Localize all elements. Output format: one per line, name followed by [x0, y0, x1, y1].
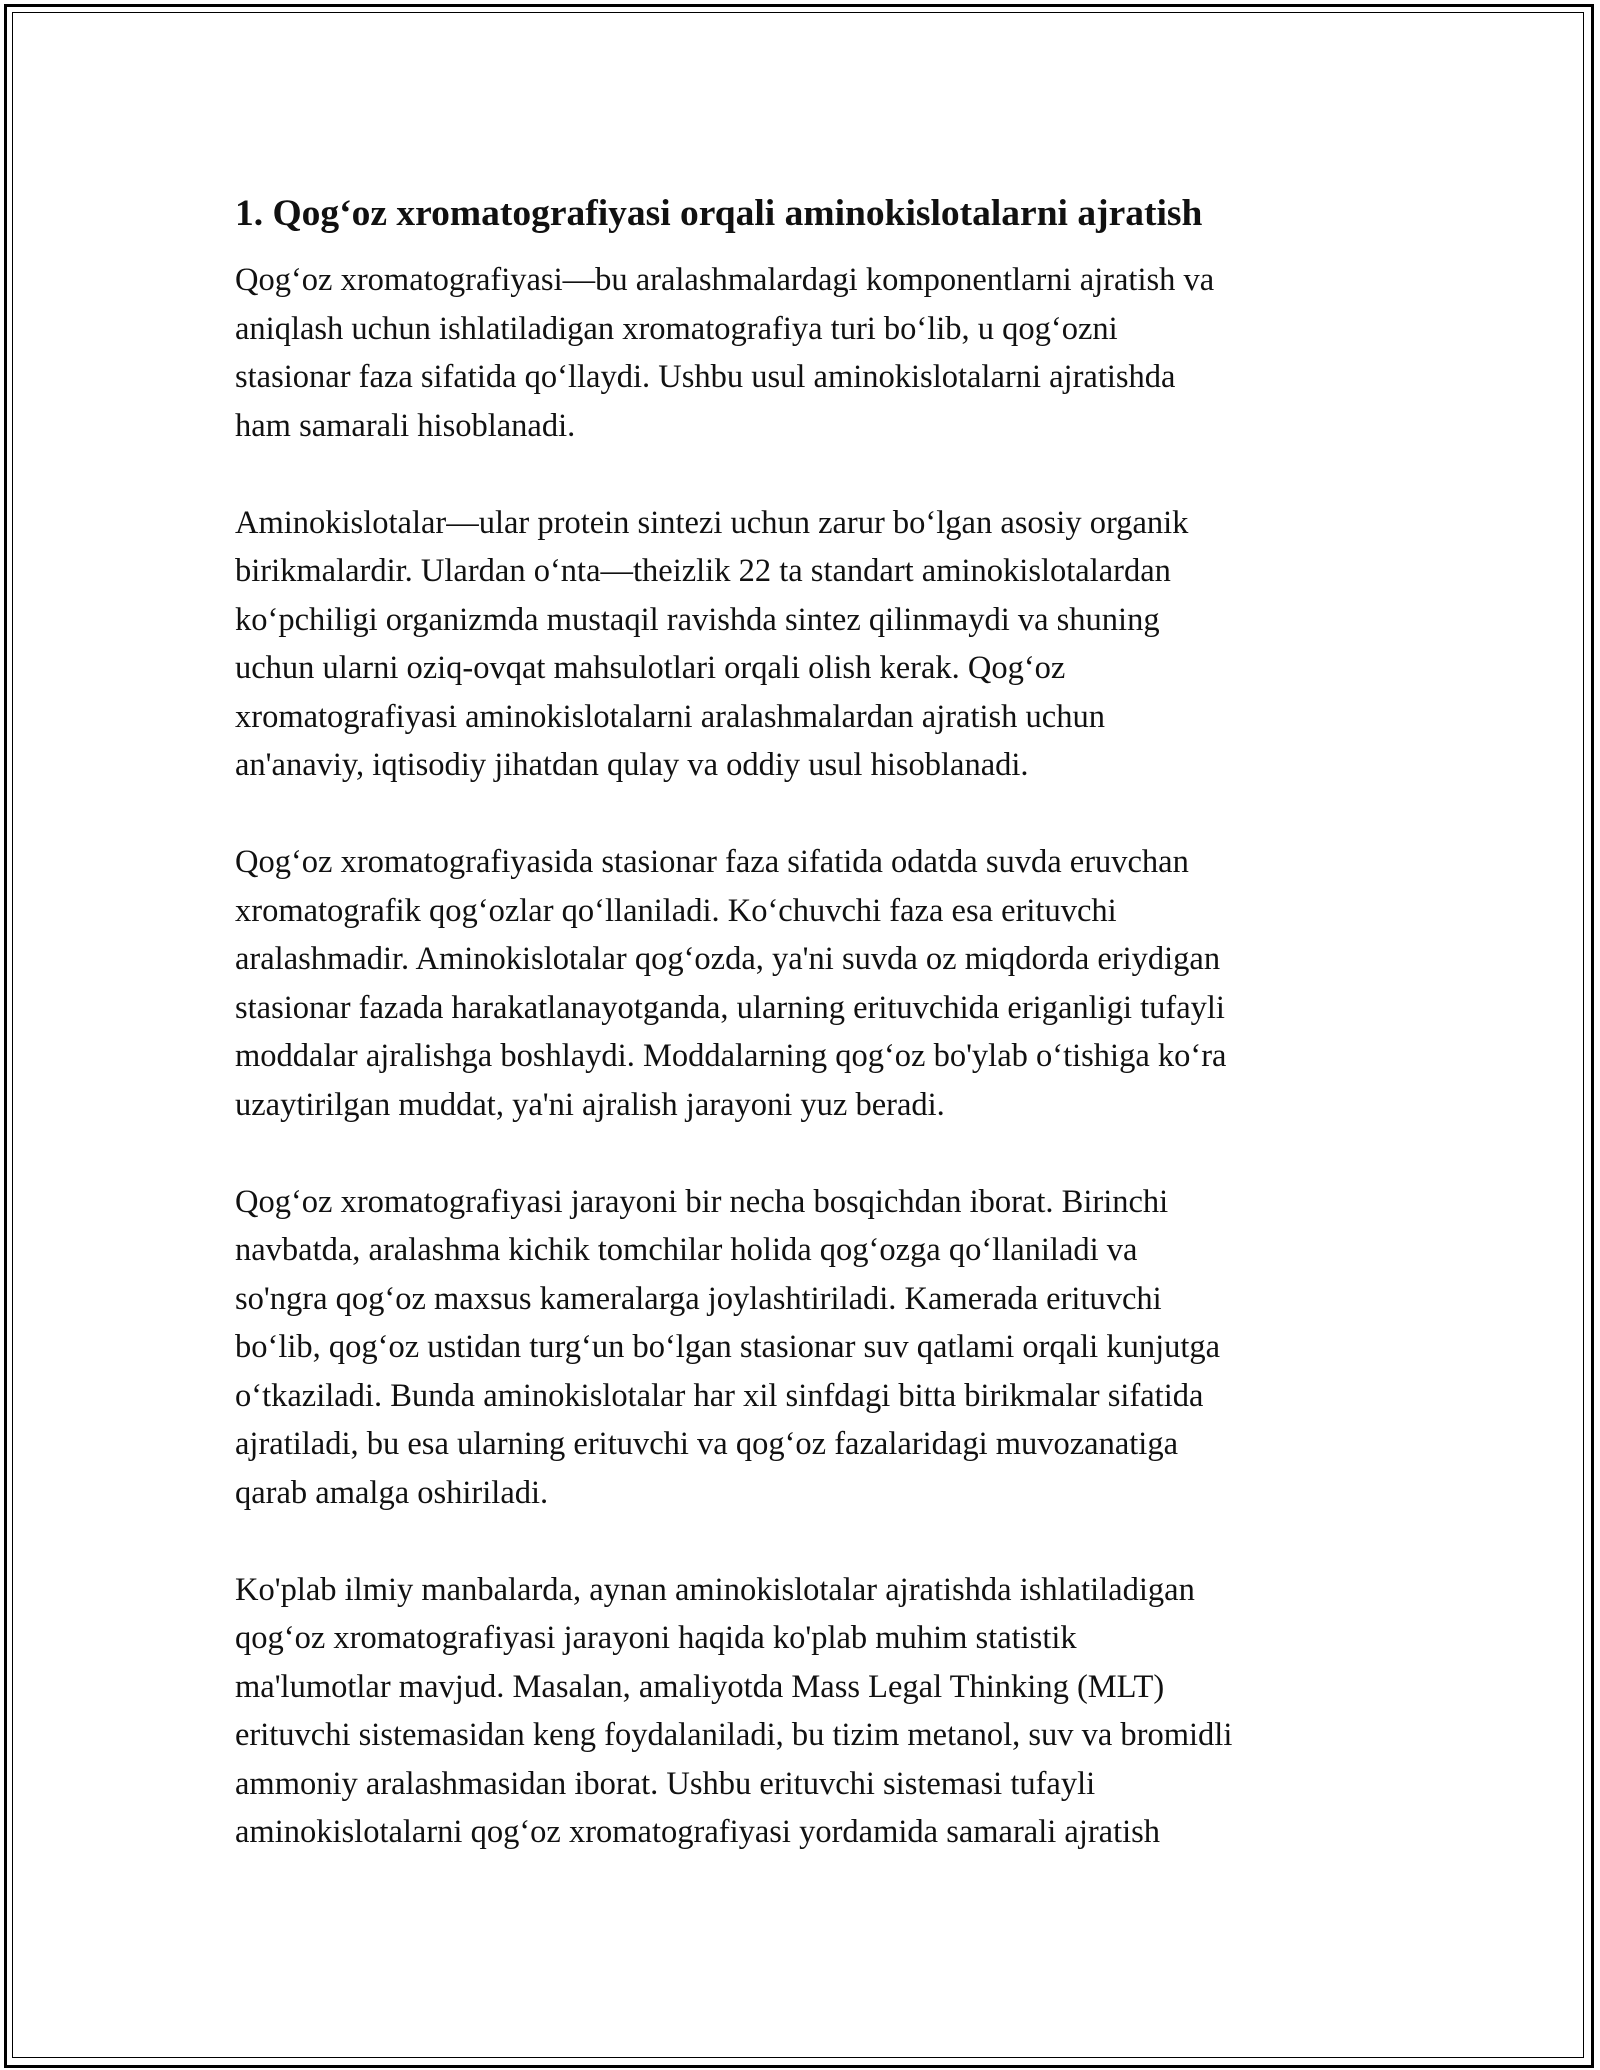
text-line: aniqlash uchun ishlatiladigan xromatografiya turi bo‘lib, u qog‘ozni: [235, 310, 1118, 347]
text-line: stasionar faza sifatida qo‘llaydi. Ushbu usul aminokislotalarni ajratishda: [235, 359, 1176, 395]
text-line: uzaytirilgan muddat, ya'ni ajralish jarayoni yuz beradi.: [235, 1086, 945, 1123]
text-line: ko‘pchiligi organizmda mustaqil ravishda sintez qilinmaydi va shuning: [235, 601, 1160, 638]
text-line: xromatografiyasi aminokislotalarni aralashmalardan ajratish uchun: [235, 698, 1105, 735]
text-line: ham samarali hisoblanadi.: [235, 407, 576, 444]
document-title: 1. Qog‘oz xromatografiyasi orqali aminokislotalarni ajratish: [235, 193, 1203, 234]
text-line: qarab amalga oshiriladi.: [235, 1474, 549, 1511]
text-line: qog‘oz xromatografiyasi jarayoni haqida ko'plab muhim statistik: [235, 1620, 1077, 1656]
paragraph-5: [235, 1566, 1395, 1857]
text-line: Qog‘oz xromatografiyasida stasionar faza sifatida odatda suvda eruvchan: [235, 844, 1189, 880]
text-line: stasionar fazada harakatlanayotganda, ularning erituvchida eriganligi tufayli: [235, 989, 1225, 1026]
text-line: o‘tkaziladi. Bunda aminokislotalar har xil sinfdagi bitta birikmalar sifatida: [235, 1377, 1204, 1414]
text-line: aralashmadir. Aminokislotalar qog‘ozda, ya'ni suvda oz miqdorda eriydigan: [235, 941, 1221, 977]
text-line: Ko'plab ilmiy manbalarda, aynan aminokislotalar ajratishda ishlatiladigan: [235, 1571, 1195, 1608]
text-line: aminokislotalarni qog‘oz xromatografiyasi yordamida samarali ajratish: [235, 1814, 1161, 1850]
text-line: erituvchi sistemasidan keng foydalaniladi, bu tizim metanol, suv va bromidli: [235, 1717, 1233, 1753]
text-line: Aminokislotalar—ular protein sintezi uchun zarur bo‘lgan asosiy organik: [235, 504, 1189, 541]
paragraph-4: [235, 1178, 1395, 1518]
text-line: Qog‘oz xromatografiyasi—bu aralashmalardagi komponentlarni ajratish va: [235, 262, 1215, 298]
paragraph-2: [235, 499, 1395, 790]
text-line: ma'lumotlar mavjud. Masalan, amaliyotda Mass Legal Thinking (MLT): [235, 1668, 1165, 1705]
text-line: ammoniy aralashmasidan iborat. Ushbu erituvchi sistemasi tufayli: [235, 1765, 1096, 1802]
paragraph-3: [235, 838, 1395, 1129]
text-line: Qog‘oz xromatografiyasi jarayoni bir necha bosqichdan iborat. Birinchi: [235, 1183, 1169, 1220]
text-line: moddalar ajralishga boshlaydi. Moddalarning qog‘oz bo'ylab o‘tishiga ko‘ra: [235, 1038, 1227, 1074]
text-line: so'ngra qog‘oz maxsus kameralarga joylashtiriladi. Kamerada erituvchi: [235, 1280, 1162, 1317]
document-body: [235, 186, 1395, 1905]
text-line: navbatda, aralashma kichik tomchilar holida qog‘ozga qo‘llaniladi va: [235, 1232, 1138, 1268]
text-line: ajratiladi, bu esa ularning erituvchi va qog‘oz fazalaridagi muvozanatiga: [235, 1426, 1179, 1462]
text-line: an'anaviy, iqtisodiy jihatdan qulay va oddiy usul hisoblanadi.: [235, 747, 1029, 783]
paragraph-1: [235, 256, 1395, 450]
text-line: xromatografik qog‘ozlar qo‘llaniladi. Ko‘chuvchi faza esa erituvchi: [235, 892, 1117, 929]
text-line: birikmalardir. Ulardan o‘nta—theizlik 22 ta standart aminokislotalardan: [235, 553, 1171, 589]
text-line: bo‘lib, qog‘oz ustidan turg‘un bo‘lgan stasionar suv qatlami orqali kunjutga: [235, 1329, 1221, 1365]
text-line: uchun ularni oziq-ovqat mahsulotlari orqali olish kerak. Qog‘oz: [235, 650, 1066, 686]
